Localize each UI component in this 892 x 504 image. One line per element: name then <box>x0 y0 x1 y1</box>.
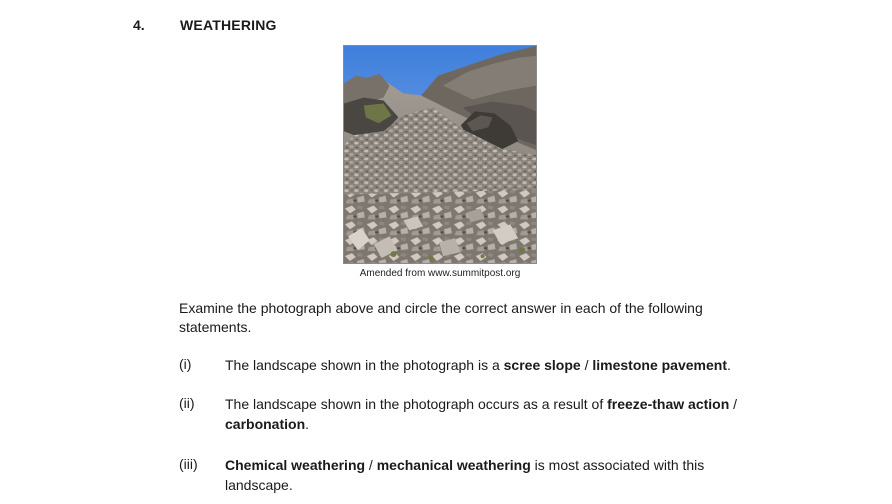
item-label-iii: (iii) <box>179 456 198 472</box>
statement-i <box>225 356 755 376</box>
question-title: WEATHERING <box>180 17 277 33</box>
answer-option-freeze-thaw-action[interactable]: freeze-thaw action <box>607 396 730 412</box>
statement-text-end: . <box>305 415 310 432</box>
statement-text-end: . <box>726 357 731 373</box>
statement-ii <box>225 395 755 434</box>
answer-option-scree-slope[interactable]: scree slope <box>503 357 581 373</box>
photo-caption: Amended from www.summitpost.org <box>359 268 521 279</box>
option-separator: / <box>580 357 593 373</box>
statement-text: The landscape shown in the photograph is a <box>225 357 504 373</box>
question-number: 4. <box>133 17 145 33</box>
answer-option-limestone-pavement[interactable]: limestone pavement <box>592 357 727 373</box>
answer-option-chemical-weathering[interactable]: Chemical weathering <box>225 457 366 473</box>
statement-text-end: is most associated with this landscape. <box>225 457 705 493</box>
item-label-ii: (ii) <box>179 395 195 411</box>
option-separator: / <box>729 396 738 412</box>
item-label-i: (i) <box>179 356 192 372</box>
answer-option-mechanical-weathering[interactable]: mechanical weathering <box>376 457 531 473</box>
option-separator: / <box>365 457 377 473</box>
statement-iii <box>225 456 755 495</box>
instruction-text: Examine the photograph above and circle the correct answer in each of the following statements. <box>179 300 703 335</box>
photo-illustration <box>344 46 536 263</box>
answer-option-carbonation[interactable]: carbonation <box>225 415 306 432</box>
statement-text: The landscape shown in the photograph occurs as a result of <box>225 396 608 412</box>
scree-slope-photo <box>343 45 537 264</box>
